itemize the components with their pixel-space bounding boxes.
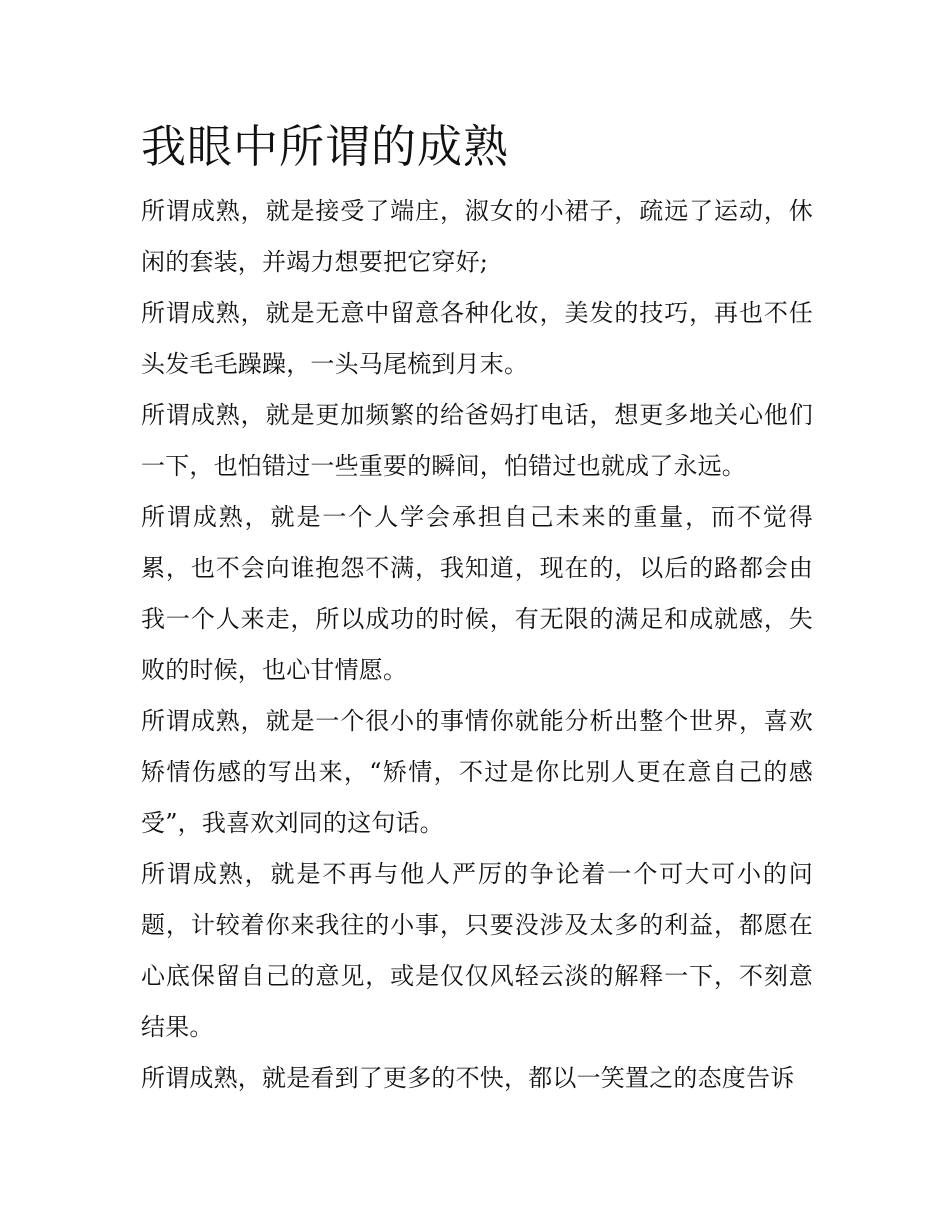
document-title: 我眼中所谓的成熟	[141, 120, 510, 173]
paragraph: 所谓成熟，就是看到了更多的不快，都以一笑置之的态度告诉	[141, 1064, 795, 1092]
paragraph: 所谓成熟，就是无意中留意各种化妆，美发的技巧，再也不任头发毛毛躁躁，一头马尾梳到月末。	[141, 299, 813, 378]
paragraph: 所谓成熟，就是一个很小的事情你就能分析出整个世界，喜欢矫情伤感的写出来，“矫情，不过是你比别人更在意自己的感受”，我喜欢刘同的这句话。	[141, 707, 813, 837]
document-page	[141, 112, 813, 1104]
paragraph: 所谓成熟，就是一个人学会承担自己未来的重量，而不觉得累，也不会向谁抱怨不满，我知道，现在的，以后的路都会由我一个人来走，所以成功的时候，有无限的满足和成就感，失败的时候，也心甘情愿。	[141, 503, 813, 684]
paragraph: 所谓成熟，就是不再与他人严厉的争论着一个可大可小的问题，计较着你来我往的小事，只要没涉及太多的利益，都愿在心底保留自己的意见，或是仅仅风轻云淡的解释一下，不刻意结果。	[141, 860, 813, 1041]
paragraph: 所谓成熟，就是更加频繁的给爸妈打电话，想更多地关心他们一下，也怕错过一些重要的瞬间，怕错过也就成了永远。	[141, 401, 813, 480]
paragraph: 所谓成熟，就是接受了端庄，淑女的小裙子，疏远了运动，休闲的套装，并竭力想要把它穿好;	[141, 197, 813, 276]
